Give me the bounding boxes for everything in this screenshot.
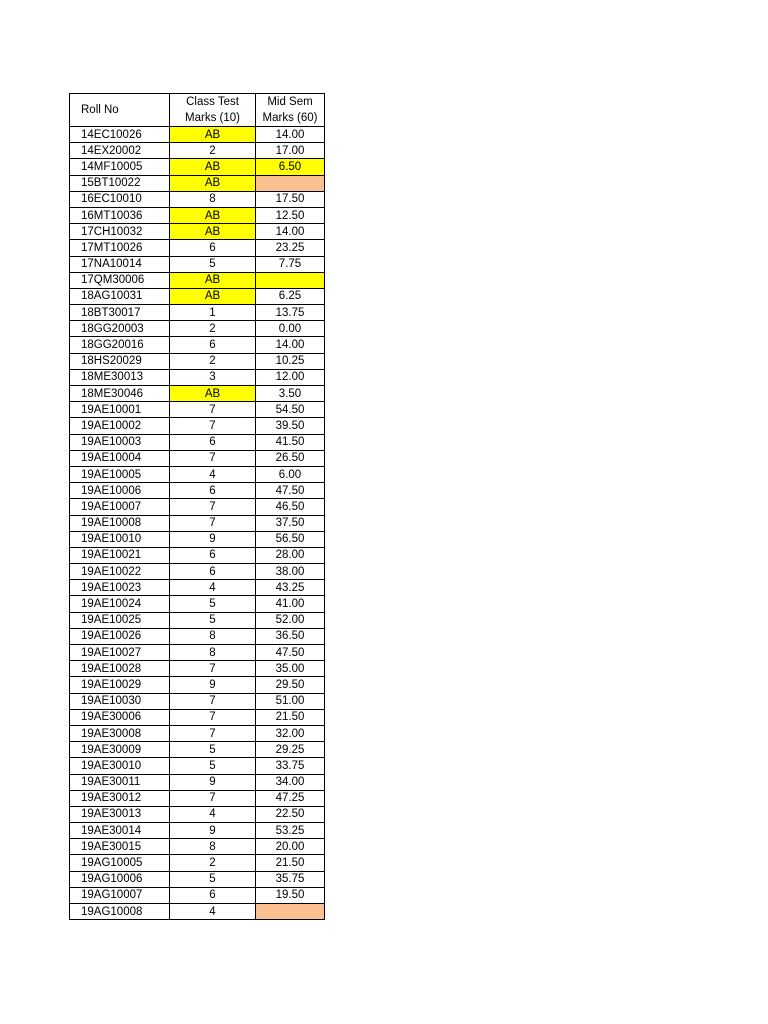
table-row [70,159,325,175]
mid-sem-cell: 32.00 [256,725,325,741]
roll-no-cell: 17CH10032 [70,224,170,240]
class-test-cell: 7 [170,790,256,806]
table-row [70,434,325,450]
table-row [70,823,325,839]
roll-no-cell: 19AE30010 [70,758,170,774]
class-test-cell: 8 [170,839,256,855]
roll-no-cell: 19AE30011 [70,774,170,790]
class-test-cell: 9 [170,774,256,790]
mid-sem-cell: 21.50 [256,855,325,871]
class-test-cell: 1 [170,305,256,321]
mid-sem-cell: 10.25 [256,353,325,369]
table-row [70,790,325,806]
roll-no-cell: 19AE10007 [70,499,170,515]
class-test-cell: 7 [170,402,256,418]
class-test-cell: 6 [170,337,256,353]
mid-sem-cell: 6.00 [256,466,325,482]
roll-no-cell: 17MT10026 [70,240,170,256]
roll-no-cell: 19AE10028 [70,661,170,677]
mid-sem-cell: 22.50 [256,806,325,822]
table-row [70,305,325,321]
class-test-cell: AB [170,288,256,304]
table-row [70,337,325,353]
table-row [70,612,325,628]
roll-no-cell: 19AE30014 [70,823,170,839]
class-test-cell: 5 [170,612,256,628]
table-row [70,628,325,644]
roll-no-cell: 19AE10005 [70,466,170,482]
roll-no-cell: 19AG10007 [70,887,170,903]
mid-sem-cell: 39.50 [256,418,325,434]
mid-sem-cell: 35.00 [256,661,325,677]
class-test-cell: 6 [170,547,256,563]
mid-sem-cell: 52.00 [256,612,325,628]
class-test-cell: AB [170,224,256,240]
mid-sem-cell: 37.50 [256,515,325,531]
class-test-cell: 4 [170,580,256,596]
table-row [70,207,325,223]
class-test-cell: 9 [170,823,256,839]
header-class-test-line1: Class Test [186,96,239,108]
class-test-cell: AB [170,175,256,191]
table-row [70,547,325,563]
mid-sem-cell: 47.50 [256,483,325,499]
table-row [70,725,325,741]
marks-table [69,93,325,920]
roll-no-cell: 18BT30017 [70,305,170,321]
roll-no-cell: 19AE30012 [70,790,170,806]
mid-sem-cell: 47.25 [256,790,325,806]
class-test-cell: 5 [170,742,256,758]
roll-no-cell: 19AG10006 [70,871,170,887]
header-mid-sem-line2: Marks (60) [262,112,318,124]
class-test-cell: 6 [170,564,256,580]
roll-no-cell: 16MT10036 [70,207,170,223]
roll-no-cell: 18GG20003 [70,321,170,337]
roll-no-cell: 15BT10022 [70,175,170,191]
mid-sem-cell: 6.50 [256,159,325,175]
class-test-cell: 7 [170,450,256,466]
roll-no-cell: 19AG10008 [70,904,170,920]
class-test-cell: AB [170,386,256,402]
class-test-cell: AB [170,272,256,288]
roll-no-cell: 19AE30015 [70,839,170,855]
table-row [70,564,325,580]
mid-sem-cell: 14.00 [256,337,325,353]
class-test-cell: AB [170,159,256,175]
roll-no-cell: 18HS20029 [70,353,170,369]
class-test-cell: 7 [170,499,256,515]
roll-no-cell: 19AE10026 [70,628,170,644]
roll-no-cell: 19AE10008 [70,515,170,531]
mid-sem-cell: 12.50 [256,207,325,223]
mid-sem-cell: 12.00 [256,369,325,385]
mid-sem-cell: 29.50 [256,677,325,693]
table-row [70,272,325,288]
table-row [70,661,325,677]
roll-no-cell: 19AE10010 [70,531,170,547]
class-test-cell: 8 [170,191,256,207]
class-test-cell: 7 [170,725,256,741]
roll-no-cell: 19AE10027 [70,645,170,661]
table-row [70,709,325,725]
class-test-cell: 4 [170,466,256,482]
table-row [70,596,325,612]
class-test-cell: 8 [170,628,256,644]
mid-sem-cell: 0.00 [256,321,325,337]
table-row [70,321,325,337]
mid-sem-cell: 23.25 [256,240,325,256]
table-row [70,887,325,903]
table-row [70,175,325,191]
mid-sem-cell: 34.00 [256,774,325,790]
roll-no-cell: 19AE30006 [70,709,170,725]
roll-no-cell: 19AE10003 [70,434,170,450]
mid-sem-cell: 51.00 [256,693,325,709]
mid-sem-cell: 14.00 [256,224,325,240]
mid-sem-cell: 33.75 [256,758,325,774]
mid-sem-cell: 47.50 [256,645,325,661]
mid-sem-cell: 7.75 [256,256,325,272]
table-row [70,855,325,871]
mid-sem-cell: 6.25 [256,288,325,304]
roll-no-cell: 14MF10005 [70,159,170,175]
table-row [70,191,325,207]
table-header [70,94,325,127]
table-row [70,531,325,547]
table-body [70,127,325,920]
roll-no-cell: 19AE10029 [70,677,170,693]
header-row [70,94,325,127]
roll-no-cell: 19AE10022 [70,564,170,580]
table-row [70,402,325,418]
header-mid-sem-line1: Mid Sem [267,96,313,108]
table-row [70,288,325,304]
roll-no-cell: 19AE10001 [70,402,170,418]
mid-sem-cell: 29.25 [256,742,325,758]
table-row [70,256,325,272]
roll-no-cell: 18ME30046 [70,386,170,402]
roll-no-cell: 19AE10030 [70,693,170,709]
table-row [70,904,325,920]
class-test-cell: AB [170,127,256,143]
mid-sem-cell [256,904,325,920]
table-row [70,499,325,515]
class-test-cell: 2 [170,855,256,871]
class-test-cell: 6 [170,483,256,499]
class-test-cell: 2 [170,143,256,159]
mid-sem-cell: 3.50 [256,386,325,402]
roll-no-cell: 19AE10021 [70,547,170,563]
roll-no-cell: 19AG10005 [70,855,170,871]
table-row [70,871,325,887]
roll-no-cell: 17NA10014 [70,256,170,272]
mid-sem-cell: 53.25 [256,823,325,839]
roll-no-cell: 18ME30013 [70,369,170,385]
mid-sem-cell: 20.00 [256,839,325,855]
mid-sem-cell: 13.75 [256,305,325,321]
mid-sem-cell: 26.50 [256,450,325,466]
class-test-cell: 8 [170,645,256,661]
table-row [70,240,325,256]
table-row [70,839,325,855]
mid-sem-cell: 19.50 [256,887,325,903]
roll-no-cell: 19AE10006 [70,483,170,499]
header-mid-sem [256,94,325,127]
table-row [70,450,325,466]
class-test-cell: 2 [170,353,256,369]
header-class-test [170,94,256,127]
class-test-cell: 7 [170,418,256,434]
class-test-cell: 9 [170,531,256,547]
class-test-cell: 7 [170,693,256,709]
table-row [70,515,325,531]
table-row [70,483,325,499]
table-row [70,386,325,402]
roll-no-cell: 19AE10025 [70,612,170,628]
class-test-cell: 7 [170,709,256,725]
roll-no-cell: 16EC10010 [70,191,170,207]
class-test-cell: 4 [170,904,256,920]
class-test-cell: AB [170,207,256,223]
table-row [70,143,325,159]
class-test-cell: 4 [170,806,256,822]
mid-sem-cell: 43.25 [256,580,325,596]
mid-sem-cell: 36.50 [256,628,325,644]
class-test-cell: 5 [170,758,256,774]
table-row [70,224,325,240]
class-test-cell: 5 [170,871,256,887]
roll-no-cell: 19AE10023 [70,580,170,596]
mid-sem-cell: 41.50 [256,434,325,450]
roll-no-cell: 19AE30013 [70,806,170,822]
roll-no-cell: 19AE30008 [70,725,170,741]
class-test-cell: 6 [170,240,256,256]
table-row [70,645,325,661]
mid-sem-cell [256,272,325,288]
mid-sem-cell: 35.75 [256,871,325,887]
table-row [70,693,325,709]
header-class-test-line2: Marks (10) [185,112,240,124]
roll-no-cell: 18GG20016 [70,337,170,353]
roll-no-cell: 18AG10031 [70,288,170,304]
table-row [70,806,325,822]
class-test-cell: 2 [170,321,256,337]
mid-sem-cell: 54.50 [256,402,325,418]
table-row [70,369,325,385]
mid-sem-cell: 56.50 [256,531,325,547]
table-row [70,418,325,434]
mid-sem-cell: 38.00 [256,564,325,580]
class-test-cell: 5 [170,596,256,612]
class-test-cell: 7 [170,661,256,677]
table-row [70,353,325,369]
table-row [70,127,325,143]
mid-sem-cell: 41.00 [256,596,325,612]
mid-sem-cell: 14.00 [256,127,325,143]
mid-sem-cell: 21.50 [256,709,325,725]
mid-sem-cell [256,175,325,191]
table-row [70,742,325,758]
mid-sem-cell: 46.50 [256,499,325,515]
class-test-cell: 6 [170,434,256,450]
roll-no-cell: 19AE10024 [70,596,170,612]
roll-no-cell: 14EX20002 [70,143,170,159]
class-test-cell: 9 [170,677,256,693]
table-row [70,774,325,790]
table-row [70,466,325,482]
roll-no-cell: 19AE30009 [70,742,170,758]
mid-sem-cell: 17.50 [256,191,325,207]
roll-no-cell: 19AE10002 [70,418,170,434]
mid-sem-cell: 17.00 [256,143,325,159]
roll-no-cell: 19AE10004 [70,450,170,466]
class-test-cell: 5 [170,256,256,272]
table-row [70,758,325,774]
roll-no-cell: 17QM30006 [70,272,170,288]
table-row [70,677,325,693]
class-test-cell: 6 [170,887,256,903]
roll-no-cell: 14EC10026 [70,127,170,143]
class-test-cell: 3 [170,369,256,385]
mid-sem-cell: 28.00 [256,547,325,563]
header-roll-no: Roll No [70,94,170,127]
table-row [70,580,325,596]
class-test-cell: 7 [170,515,256,531]
